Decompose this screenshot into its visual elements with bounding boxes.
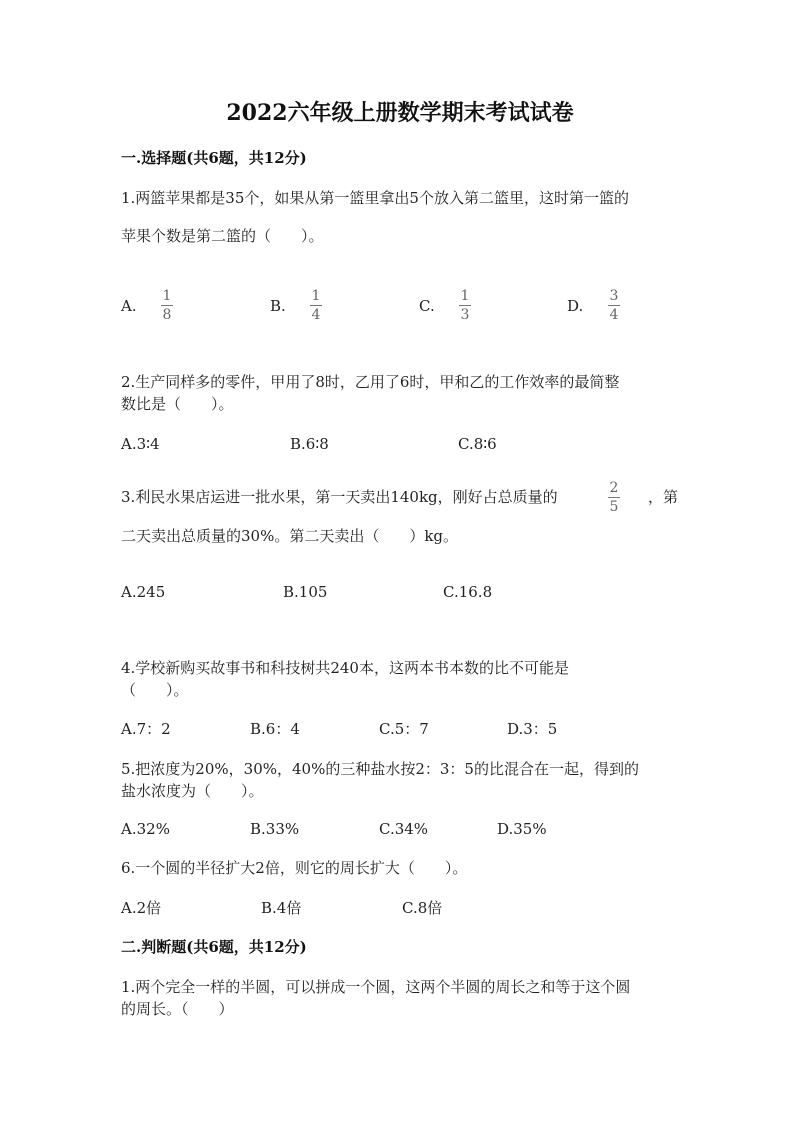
question-3-text-suffix: ，第 xyxy=(648,488,679,506)
fraction-numerator: 1 xyxy=(162,288,172,304)
option-a: A.32% xyxy=(121,820,170,838)
option-c: C.34% xyxy=(379,820,429,838)
option-b: B.33% xyxy=(250,820,300,838)
fraction-denominator: 8 xyxy=(162,307,172,323)
fraction-bar xyxy=(161,305,173,306)
fraction-numerator: 1 xyxy=(460,288,470,304)
question-3-fraction xyxy=(606,480,622,515)
fraction-denominator: 4 xyxy=(609,307,619,323)
fraction-numerator: 2 xyxy=(609,480,619,496)
option-d: D.3：5 xyxy=(507,720,558,738)
judgment-question-1-text: 1.两个完全一样的半圆，可以拼成一个圆，这两个半圆的周长之和等于这个圆 xyxy=(121,978,631,996)
option-b: B.4倍 xyxy=(261,899,302,917)
option-b: B. xyxy=(270,297,286,315)
fraction-numerator: 1 xyxy=(311,288,321,304)
fraction-denominator: 5 xyxy=(609,499,619,515)
option-b: B.105 xyxy=(283,583,328,601)
question-1-text-cont: 苹果个数是第二篮的（ ）。 xyxy=(121,227,324,245)
fraction-bar xyxy=(310,305,322,306)
question-2-text: 2.生产同样多的零件，甲用了8时，乙用了6时，甲和乙的工作效率的最简整 xyxy=(121,373,620,391)
option-b: B.6∶8 xyxy=(290,435,329,453)
option-d-fraction xyxy=(606,288,622,323)
option-b: B.6：4 xyxy=(250,720,300,738)
option-d: D.35% xyxy=(497,820,547,838)
fraction-bar xyxy=(608,497,620,498)
fraction-numerator: 3 xyxy=(609,288,619,304)
question-2-text-cont: 数比是（ ）。 xyxy=(121,395,234,413)
section-heading-judgment: 二.判断题(共6题，共12分) xyxy=(121,938,307,956)
fraction-denominator: 3 xyxy=(460,307,470,323)
option-a: A.2倍 xyxy=(121,899,162,917)
option-a: A.245 xyxy=(121,583,166,601)
page-title: 2022六年级上册数学期末考试试卷 xyxy=(226,100,574,126)
option-c: C.8倍 xyxy=(402,899,443,917)
question-1-text: 1.两篮苹果都是35个，如果从第一篮里拿出5个放入第二篮里，这时第一篮的 xyxy=(121,189,629,207)
question-4-text-cont: （ ）。 xyxy=(121,681,189,699)
option-c: C.16.8 xyxy=(443,583,493,601)
question-5-text-cont: 盐水浓度为（ ）。 xyxy=(121,782,264,800)
fraction-denominator: 4 xyxy=(311,307,321,323)
question-6-text: 6.一个圆的半径扩大2倍，则它的周长扩大（ ）。 xyxy=(121,859,468,877)
option-c-fraction xyxy=(457,288,473,323)
option-b-fraction xyxy=(308,288,324,323)
fraction-bar xyxy=(459,305,471,306)
option-c: C.8∶6 xyxy=(458,435,497,453)
option-c: C. xyxy=(419,297,435,315)
option-a-fraction xyxy=(159,288,175,323)
option-a: A.3∶4 xyxy=(121,435,160,453)
option-a: A. xyxy=(121,297,137,315)
question-5-text: 5.把浓度为20%，30%，40%的三种盐水按2：3：5的比混合在一起，得到的 xyxy=(121,760,639,778)
option-c: C.5：7 xyxy=(379,720,429,738)
question-3-text-cont: 二天卖出总质量的30%。第二天卖出（ ）kg。 xyxy=(121,527,459,545)
section-heading-choice: 一.选择题(共6题，共12分) xyxy=(121,149,307,167)
option-a: A.7：2 xyxy=(121,720,171,738)
judgment-question-1-text-cont: 的周长。（ ） xyxy=(121,1000,234,1018)
question-3-text: 3.利民水果店运进一批水果，第一天卖出140kg，刚好占总质量的 xyxy=(121,488,558,506)
question-4-text: 4.学校新购买故事书和科技树共240本，这两本书本数的比不可能是 xyxy=(121,659,569,677)
fraction-bar xyxy=(608,305,620,306)
option-d: D. xyxy=(567,297,584,315)
